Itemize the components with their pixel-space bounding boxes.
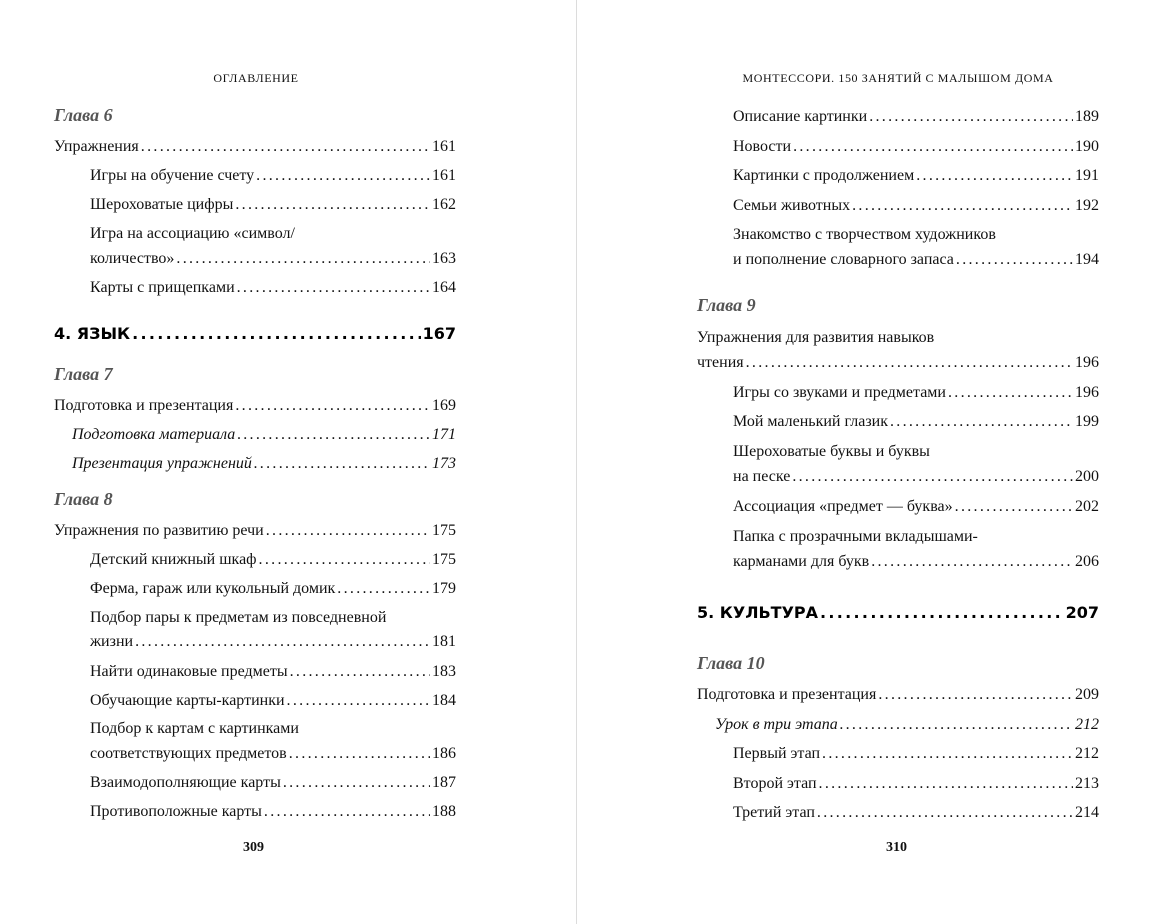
- dot-leader: [132, 324, 420, 343]
- toc-entry-page: 206: [1075, 553, 1099, 570]
- dot-leader: [237, 423, 430, 447]
- toc-entry-title: Второй этап: [733, 775, 817, 792]
- toc-entry-title: на песке: [733, 468, 791, 485]
- toc-entry-page: 192: [1075, 197, 1099, 214]
- dot-leader: [817, 801, 1073, 825]
- toc-entry-title: Подготовка и презентация: [54, 397, 234, 414]
- dot-leader: [869, 105, 1073, 129]
- toc-entry-title: Новости: [733, 138, 792, 155]
- toc-entry-page: 162: [432, 196, 456, 213]
- page-number: 310: [886, 840, 907, 855]
- toc-entry-page: 183: [432, 663, 456, 680]
- dot-leader: [792, 465, 1073, 489]
- toc-entry: [733, 194, 1099, 218]
- toc-entry-title: Взаимодополняющие карты: [90, 774, 281, 791]
- toc-entry-page: 200: [1075, 468, 1099, 485]
- toc-entry-page: 173: [432, 455, 456, 472]
- toc-entry-page: 179: [432, 580, 456, 597]
- toc-entry-title: Детский книжный шкаф: [90, 551, 257, 568]
- part-title: 4. ЯЗЫК: [54, 324, 131, 343]
- toc-entry-page: 209: [1075, 686, 1099, 703]
- chapter-heading: Глава 6: [54, 105, 113, 125]
- toc-entry: [90, 548, 456, 572]
- part-entry: [54, 324, 456, 343]
- toc-entry: [54, 519, 456, 543]
- dot-leader: [256, 164, 430, 188]
- toc-entry-title: Ассоциация «предмет — буква»: [733, 498, 953, 515]
- dot-leader: [254, 452, 430, 476]
- dot-leader: [878, 683, 1073, 707]
- dot-leader: [955, 495, 1073, 519]
- toc-entry: [72, 452, 456, 476]
- toc-entry-title-line: Знакомство с творчеством художников: [733, 226, 996, 243]
- dot-leader: [283, 771, 430, 795]
- dot-leader: [235, 193, 430, 217]
- part-entry: [697, 603, 1099, 622]
- dot-leader: [746, 351, 1073, 375]
- chapter-heading: Глава 9: [697, 295, 756, 315]
- toc-entry: [54, 135, 456, 159]
- toc-entry-page: 188: [432, 803, 456, 820]
- dot-leader: [237, 276, 430, 300]
- toc-entry-title: соответствующих предметов: [90, 745, 287, 762]
- toc-entry-title: Презентация упражнений: [72, 455, 252, 472]
- toc-entry-title: Семьи животных: [733, 197, 851, 214]
- toc-entry-page: 175: [432, 551, 456, 568]
- toc-entry: [733, 381, 1099, 405]
- toc-entry-title-line: Игра на ассоциацию «символ/: [90, 225, 295, 242]
- toc-entry-title-line: Подбор к картам с картинками: [90, 720, 299, 737]
- toc-entry-title: Игры на обучение счету: [90, 167, 255, 184]
- right-page: [577, 0, 1154, 924]
- toc-entry-page: 161: [432, 167, 456, 184]
- toc-entry-page: 191: [1075, 167, 1099, 184]
- toc-entry-page: 169: [432, 397, 456, 414]
- dot-leader: [840, 713, 1073, 737]
- chapter-heading: Глава 7: [54, 364, 113, 384]
- toc-entry-page: 175: [432, 522, 456, 539]
- dot-leader: [135, 630, 430, 654]
- toc-entry-page: 181: [432, 633, 456, 650]
- chapter-heading: Глава 10: [697, 653, 765, 673]
- toc-entry-page: 164: [432, 279, 456, 296]
- toc-entry: [733, 248, 1099, 272]
- toc-entry-page: 190: [1075, 138, 1099, 155]
- running-head: ОГЛАВЛЕНИЕ: [213, 71, 299, 85]
- toc-entry: [90, 771, 456, 795]
- dot-leader: [819, 772, 1073, 796]
- toc-entry: [90, 193, 456, 217]
- toc-entry-page: 202: [1075, 498, 1099, 515]
- toc-entry-title: чтения: [697, 354, 744, 371]
- toc-entry: [697, 351, 1099, 375]
- left-page: [0, 0, 576, 924]
- toc-entry-title: Упражнения по развитию речи: [54, 522, 264, 539]
- toc-entry-page: 196: [1075, 384, 1099, 401]
- toc-entry: [90, 660, 456, 684]
- toc-entry: [733, 105, 1099, 129]
- dot-leader: [235, 394, 430, 418]
- toc-entry: [90, 689, 456, 713]
- toc-entry-title-line: Шероховатые буквы и буквы: [733, 443, 930, 460]
- toc-entry-title: Карты с прищепками: [90, 279, 235, 296]
- toc-entry-page: 199: [1075, 413, 1099, 430]
- toc-entry-title-line: Папка с прозрачными вкладышами-: [733, 528, 978, 545]
- toc-entry-title: Ферма, гараж или кукольный домик: [90, 580, 336, 597]
- toc-entry: [733, 801, 1099, 825]
- toc-entry-title: количество»: [90, 250, 175, 267]
- toc-entry-page: 189: [1075, 108, 1099, 125]
- dot-leader: [141, 135, 430, 159]
- dot-leader: [337, 577, 430, 601]
- toc-entry-title: Подготовка материала: [72, 426, 236, 443]
- toc-entry-page: 187: [432, 774, 456, 791]
- part-page: 207: [1065, 603, 1099, 622]
- toc-entry: [697, 683, 1099, 707]
- toc-entry-page: 212: [1075, 745, 1099, 762]
- toc-entry-page: 214: [1075, 804, 1099, 821]
- toc-entry-title: Обучающие карты-картинки: [90, 692, 285, 709]
- toc-entry: [54, 394, 456, 418]
- toc-entry: [733, 164, 1099, 188]
- toc-entry-title: Противоположные карты: [90, 803, 262, 820]
- dot-leader: [820, 603, 1064, 622]
- dot-leader: [890, 410, 1073, 434]
- dot-leader: [916, 164, 1073, 188]
- dot-leader: [176, 247, 430, 271]
- toc-entry: [733, 465, 1099, 489]
- toc-entry: [733, 410, 1099, 434]
- toc-entry-page: 186: [432, 745, 456, 762]
- toc-entry: [90, 630, 456, 654]
- toc-entry-page: 213: [1075, 775, 1099, 792]
- dot-leader: [871, 550, 1073, 574]
- toc-entry-title: Первый этап: [733, 745, 821, 762]
- dot-leader: [793, 135, 1073, 159]
- toc-entry-title: Упражнения: [54, 138, 139, 155]
- toc-entry: [90, 800, 456, 824]
- toc-entry-title-line: Подбор пары к предметам из повседневной: [90, 609, 387, 626]
- toc-entry-page: 194: [1075, 251, 1099, 268]
- toc-entry: [90, 742, 456, 766]
- page-number: 309: [243, 840, 264, 855]
- dot-leader: [264, 800, 430, 824]
- toc-entry: [733, 772, 1099, 796]
- toc-entry-page: 184: [432, 692, 456, 709]
- toc-entry-title: карманами для букв: [733, 553, 870, 570]
- dot-leader: [287, 689, 430, 713]
- toc-entry: [733, 742, 1099, 766]
- toc-entry: [90, 577, 456, 601]
- toc-entry-title: жизни: [90, 633, 134, 650]
- toc-entry-title: Подготовка и презентация: [697, 686, 877, 703]
- dot-leader: [956, 248, 1073, 272]
- running-head: МОНТЕССОРИ. 150 ЗАНЯТИЙ С МАЛЫШОМ ДОМА: [742, 71, 1054, 85]
- toc-entry: [90, 247, 456, 271]
- part-page: 167: [422, 324, 456, 343]
- toc-entry: [733, 495, 1099, 519]
- toc-entry: [715, 713, 1099, 737]
- part-title: 5. КУЛЬТУРА: [697, 603, 819, 622]
- toc-entry: [90, 276, 456, 300]
- toc-entry-page: 163: [432, 250, 456, 267]
- dot-leader: [948, 381, 1073, 405]
- toc-entry-title: Третий этап: [733, 804, 815, 821]
- dot-leader: [290, 660, 430, 684]
- toc-entry-title: и пополнение словарного запаса: [733, 251, 954, 268]
- toc-entry-title: Мой маленький глазик: [733, 413, 888, 430]
- toc-entry-title: Урок в три этапа: [715, 716, 838, 733]
- toc-entry: [733, 550, 1099, 574]
- toc-entry: [72, 423, 456, 447]
- toc-entry-page: 196: [1075, 354, 1099, 371]
- toc-entry-title: Игры со звуками и предметами: [733, 384, 946, 401]
- toc-entry: [733, 135, 1099, 159]
- toc-entry-title: Картинки с продолжением: [733, 167, 915, 184]
- dot-leader: [289, 742, 430, 766]
- dot-leader: [852, 194, 1073, 218]
- toc-entry-page: 161: [432, 138, 456, 155]
- toc-entry: [90, 164, 456, 188]
- toc-entry-title: Шероховатые цифры: [90, 196, 234, 213]
- toc-entry-title-line: Упражнения для развития навыков: [697, 329, 935, 346]
- toc-entry-title: Найти одинаковые предметы: [90, 663, 288, 680]
- toc-entry-page: 171: [432, 426, 456, 443]
- dot-leader: [266, 519, 430, 543]
- dot-leader: [822, 742, 1073, 766]
- toc-entry-page: 212: [1075, 716, 1099, 733]
- chapter-heading: Глава 8: [54, 489, 113, 509]
- dot-leader: [259, 548, 430, 572]
- toc-entry-title: Описание картинки: [733, 108, 868, 125]
